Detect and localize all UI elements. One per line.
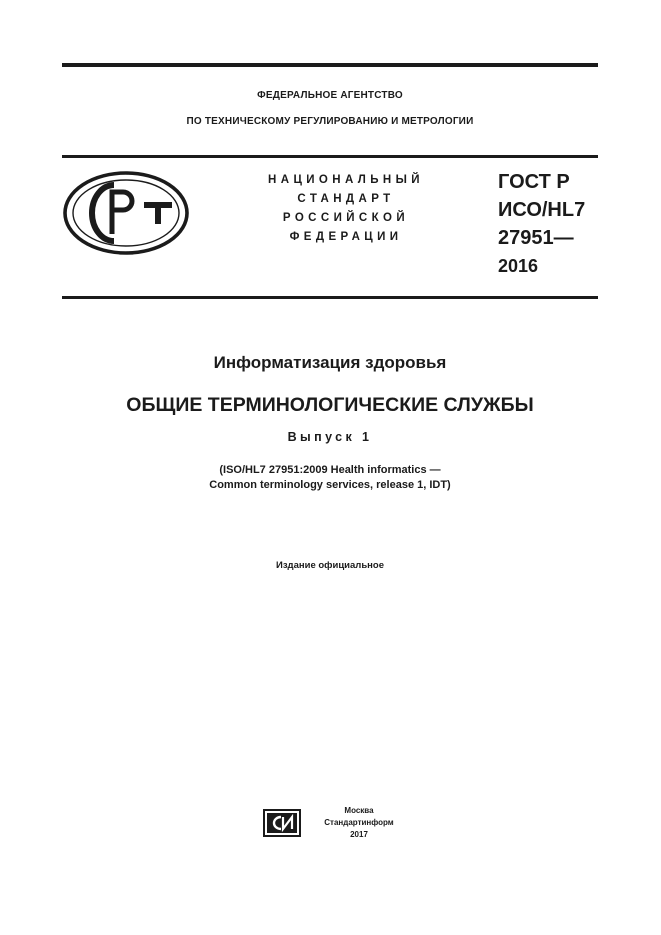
publisher-city: Москва (344, 806, 374, 815)
standard-designation-line-1: ГОСТ Р (498, 171, 570, 193)
top-rule (62, 63, 598, 67)
rst-certification-mark-icon (62, 170, 190, 256)
national-standard-line-2: СТАНДАРТ (297, 193, 395, 205)
agency-line-1: ФЕДЕРАЛЬНОЕ АГЕНТСТВО (257, 90, 403, 101)
iso-reference-line-2: Common terminology services, release 1, IDT) (209, 479, 451, 491)
iso-reference-line-1: (ISO/HL7 27951:2009 Health informatics — (219, 464, 441, 476)
bottom-rule (62, 296, 598, 299)
standartinform-logo-icon (263, 809, 301, 837)
national-standard-line-3: РОССИЙСКОЙ (282, 212, 410, 224)
publication-year: 2017 (350, 830, 368, 839)
middle-rule (62, 155, 598, 158)
standard-designation-line-4: 2016 (498, 256, 539, 276)
document-title-line-2: ОБЩИЕ ТЕРМИНОЛОГИЧЕСКИЕ СЛУЖБЫ (126, 394, 534, 416)
edition-label: Издание официальное (276, 560, 384, 571)
issue-label: Выпуск 1 (287, 430, 373, 444)
national-standard-line-1: НАЦИОНАЛЬНЫЙ (268, 174, 424, 186)
publisher-name: Стандартинформ (324, 818, 394, 827)
national-standard-line-4: ФЕДЕРАЦИИ (289, 231, 403, 243)
document-title-line-1: Информатизация здоровья (213, 353, 447, 372)
standard-designation-line-3: 27951— (498, 227, 574, 249)
standard-designation-line-2: ИСО/HL7 (498, 199, 586, 221)
agency-line-2: ПО ТЕХНИЧЕСКОМУ РЕГУЛИРОВАНИЮ И МЕТРОЛОГИИ (186, 116, 474, 127)
